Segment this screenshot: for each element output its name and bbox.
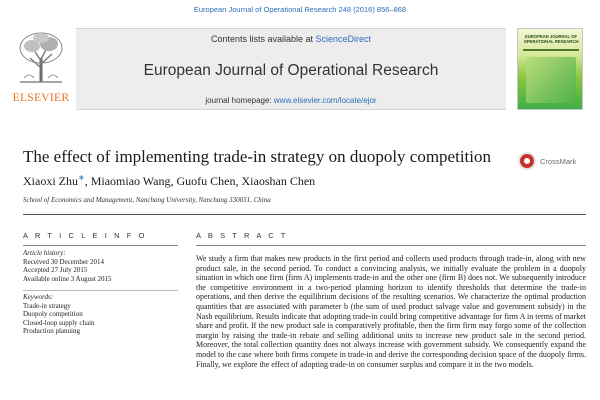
cover-artwork [526,57,576,103]
keyword-item: Production planning [23,327,80,336]
homepage-link[interactable]: www.elsevier.com/locate/ejor [273,96,377,105]
keyword-item: Trade-in strategy [23,301,71,310]
article-info-rule [23,245,178,246]
history-label: Article history: [23,249,66,257]
cover-divider [523,49,579,51]
abstract-rule [196,245,586,246]
elsevier-logo[interactable] [10,28,72,110]
journal-citation[interactable]: European Journal of Operational Research 248 (2016) 856–868 [193,5,407,14]
abstract-heading: A B S T R A C T [196,231,288,240]
abstract-text: We study a firm that makes new products in the first period and collects used products through trade-in, along with new product sale, in the second period. To conduct a convincing analysis, we initially evaluate the problem in a duopoly situation in which one firm (firm A) implements trade-in and the other one (firm B) does not. We subsequently introduce the competitive environment in a two-period planning horizon to identify thresholds that determine the trade-in operations, and then derive the equilibrium decisions of the resulting scenarios. We characterize the optimal production quantities that are associated with parameter b (the sum of used product salvage value and government subsidy) in the Nash equilibrium. Results indicate that adopting trade-in could bring competitive advantage for firm A in terms of market share and profit. If the new product sale is comparatively profitable, then the firm firm may forgo some of the collection margin by raising the trade-in rebate and selling additional units to increase new product sale in the second period. Moreover, the total collection quantity does not always increase with government subsidy. We consequently expand the model to the case where both firms compete in trade-in and derive the corresponding decision space of the duopoly firms. Finally, we explore the effect of adopting trade-in on consumer surplus and compare it in the two models. [196,254,586,369]
keywords-rule [23,290,178,291]
crossmark-label: CrossMark [540,157,577,166]
article-history [23,249,112,283]
keywords-label: Keywords: [23,293,54,301]
elsevier-tree-icon [14,28,68,86]
affiliation: School of Economics and Management, Nanchang University, Nanchang 330031, China [23,196,271,204]
divider [23,214,586,215]
journal-cover-image[interactable] [517,28,583,110]
contents-availability [76,34,506,44]
keyword-item: Closed-loop supply chain [23,318,95,327]
article-info-heading: A R T I C L E I N F O [23,231,148,240]
article-title: The effect of implementing trade-in strategy on duopoly competition [23,147,491,166]
corresponding-author-mark[interactable]: ∗ [78,173,85,182]
journal-homepage [76,96,506,105]
homepage-prefix: journal homepage: [205,96,274,105]
journal-name: European Journal of Operational Research [143,62,439,79]
co-authors: , Miaomiao Wang, Guofu Chen, Xiaoshan Chen [84,174,316,188]
journal-header [76,28,506,110]
crossmark-button[interactable] [518,150,588,174]
cover-title: EUROPEAN JOURNAL OF OPERATIONAL RESEARCH [523,34,579,44]
sciencedirect-link[interactable]: ScienceDirect [315,34,372,44]
elsevier-wordmark: ELSEVIER [12,92,70,104]
author-list [23,173,315,189]
keyword-item: Duopoly competition [23,310,83,319]
history-online: Available online 3 August 2015 [23,274,112,283]
keywords [23,293,95,336]
history-accepted: Accepted 27 July 2015 [23,266,88,275]
corresponding-author[interactable]: Xiaoxi Zhu [23,174,78,188]
crossmark-icon [518,152,536,170]
history-received: Received 30 December 2014 [23,257,105,266]
contents-prefix: Contents lists available at [210,34,316,44]
